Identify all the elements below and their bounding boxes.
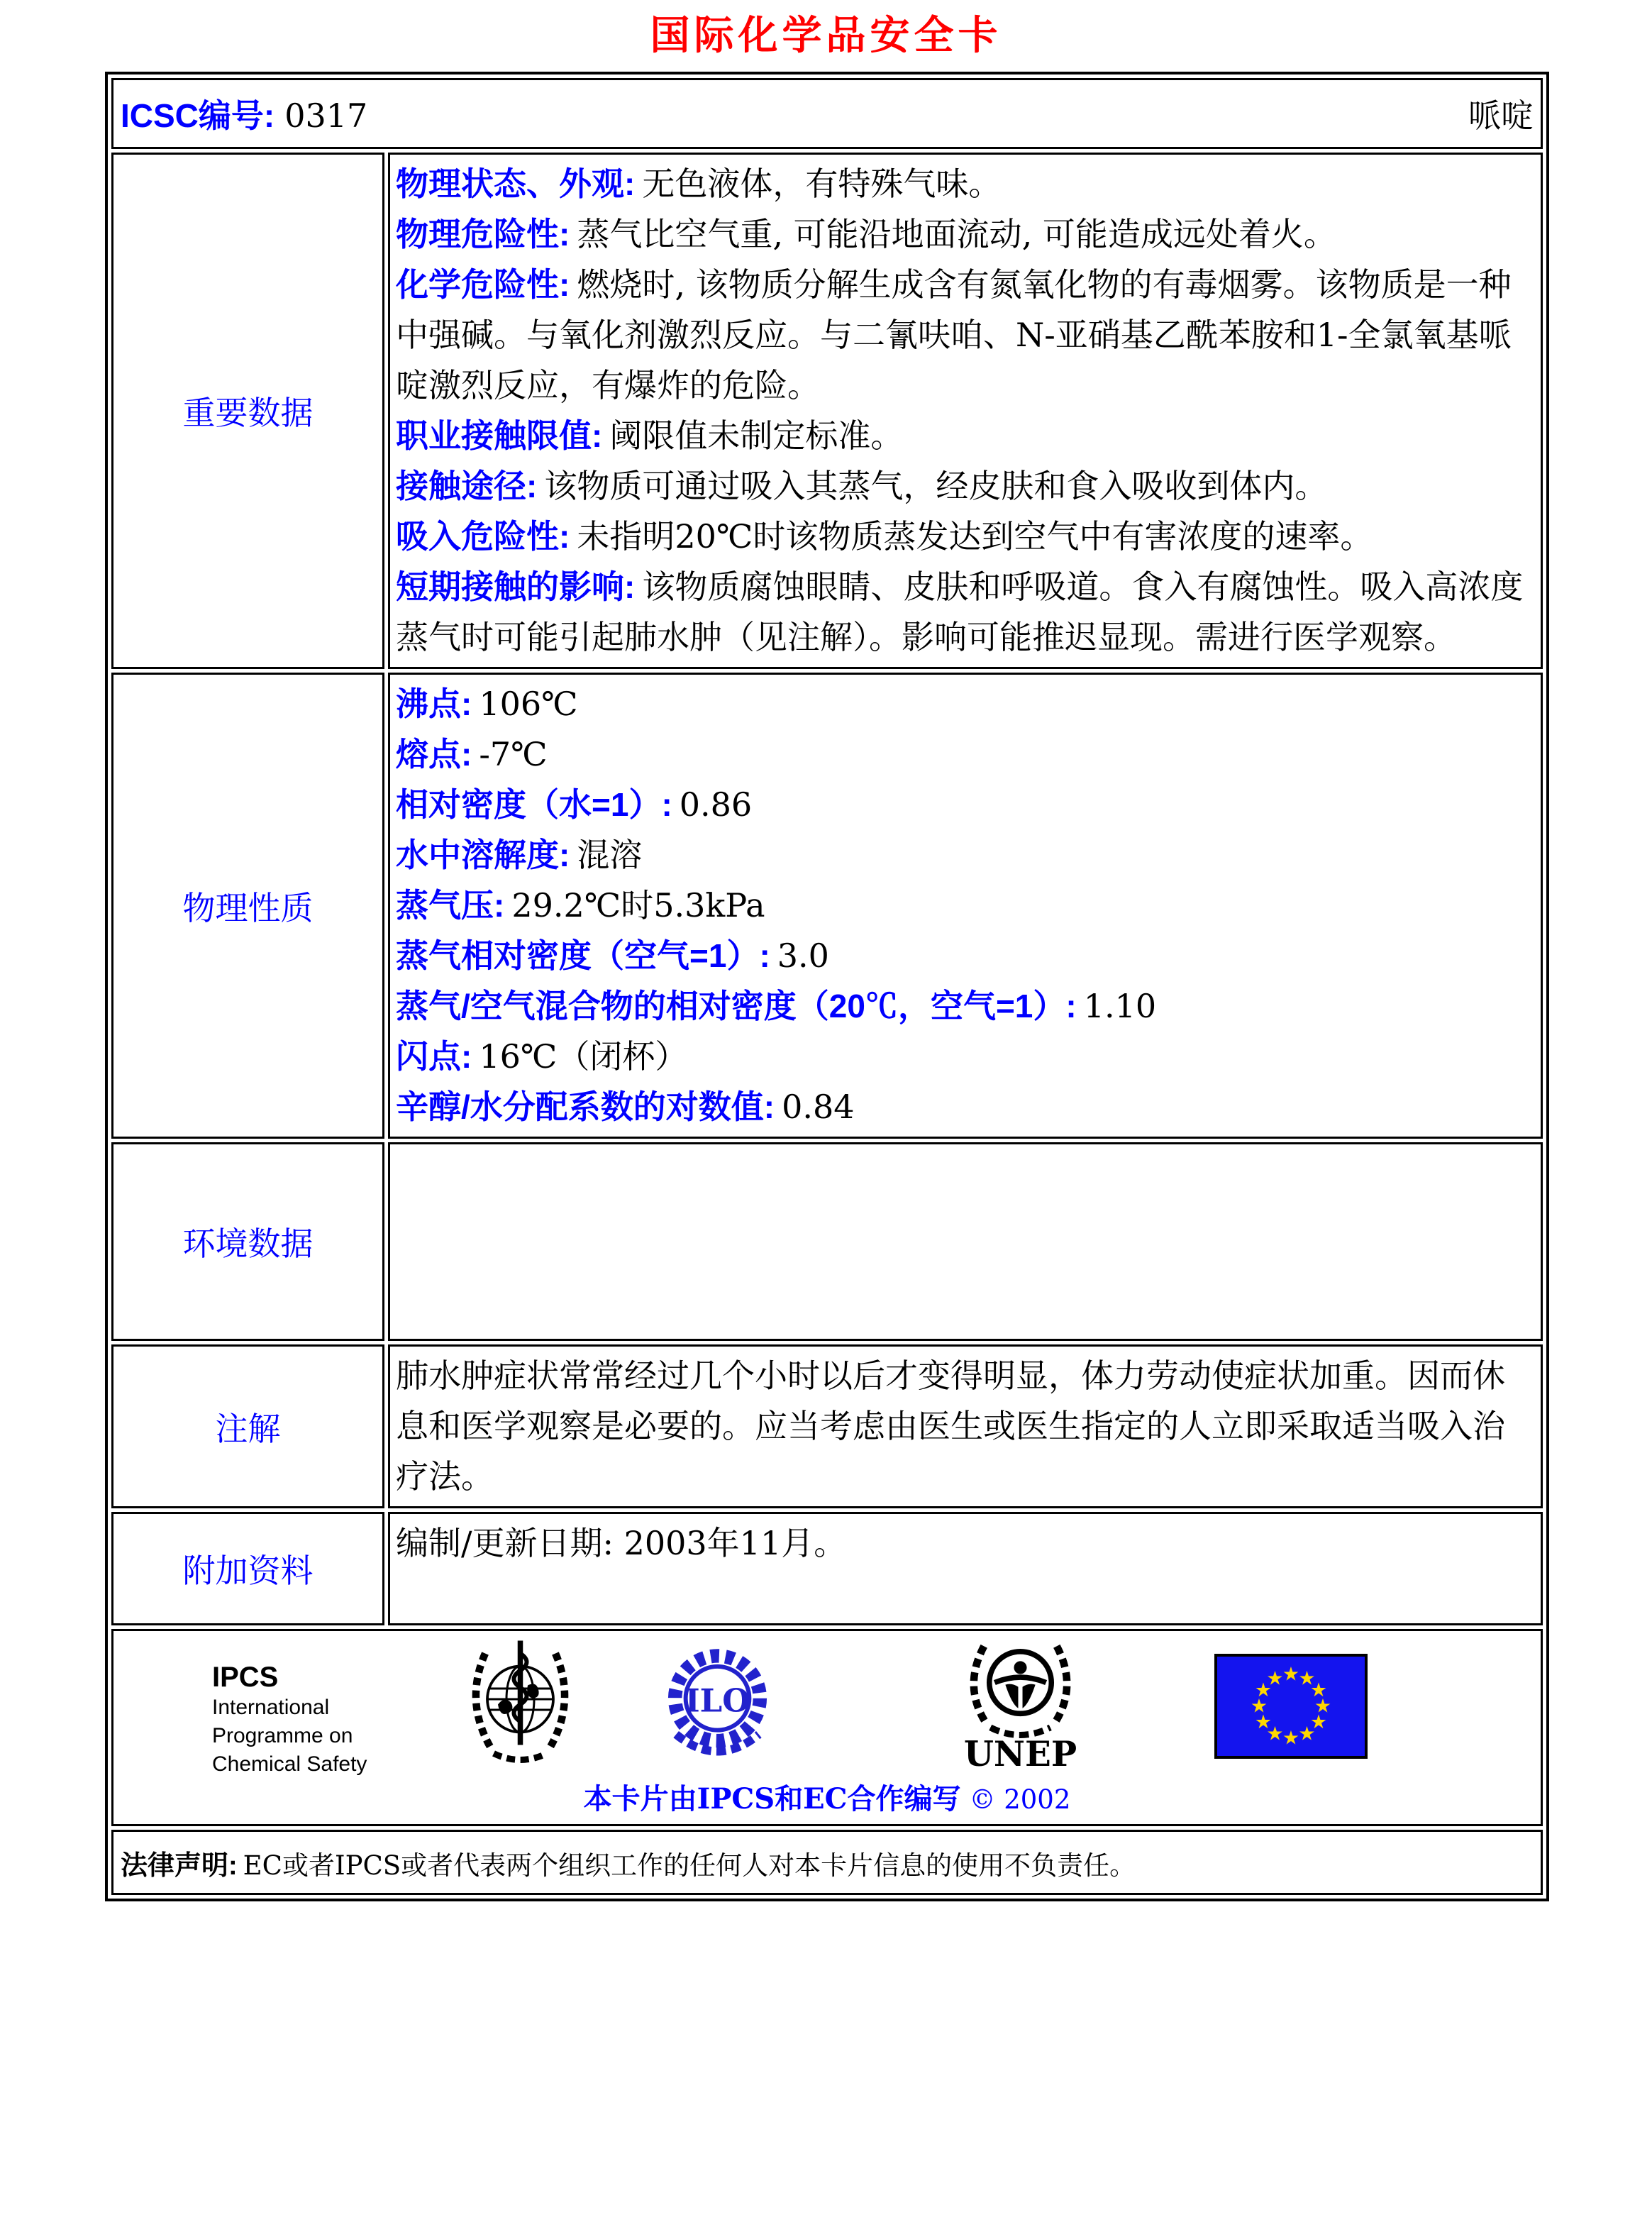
notes-content (388, 1344, 1543, 1508)
environmental-data-content (388, 1142, 1543, 1341)
svg-text:★: ★ (1254, 1711, 1273, 1733)
data-item: 短期接触的影响: 该物质腐蚀眼睛、皮肤和呼吸道。食入有腐蚀性。吸入高浓度蒸气时可能引起肺水肿（见注解）。影响可能推迟显现。需进行医学观察。 (396, 568, 1524, 656)
ipcs-block: IPCS International Programme on Chemical Safety (212, 1662, 367, 1776)
data-item: 化学危险性: 燃烧时, 该物质分解生成含有氮氧化物的有毒烟雾。该物质是一种中强碱。与氧化剂激烈反应。与二氰呋咱、N-亚硝基乙酰苯胺和1-全氯氧基哌啶激烈反应，有爆炸的危险。 (396, 265, 1512, 404)
property-item: 蒸气相对密度（空气=1）: 3.0 (396, 937, 829, 975)
section-label-physical-properties: 物理性质 (111, 673, 384, 1139)
property-item: 辛醇/水分配系数的对数值: 0.84 (396, 1088, 855, 1126)
legal-label: 法律声明: (121, 1850, 238, 1881)
important-data-row (111, 153, 1543, 669)
data-item: 物理危险性: 蒸气比空气重, 可能沿地面流动, 可能造成远处着火。 (396, 215, 1336, 253)
additional-info-content (388, 1512, 1543, 1625)
svg-text:★: ★ (1309, 1679, 1328, 1701)
data-item: 物理状态、外观: 无色液体，有特殊气味。 (396, 165, 1002, 203)
svg-text:★: ★ (1266, 1723, 1284, 1745)
section-label-additional-info: 附加资料 (111, 1512, 384, 1625)
important-data-content (388, 153, 1543, 669)
additional-info-text: 编制/更新日期: 2003年11月。 (396, 1524, 847, 1562)
property-item: 相对密度（水=1）: 0.86 (396, 785, 753, 824)
property-item: 蒸气/空气混合物的相对密度（20℃，空气=1）: 1.10 (396, 987, 1157, 1025)
data-item: 职业接触限值: 阈限值未制定标准。 (396, 416, 904, 455)
additional-info-row (111, 1512, 1543, 1625)
physical-properties-content (388, 673, 1543, 1139)
svg-text:★: ★ (1298, 1667, 1316, 1690)
physical-properties-row (111, 673, 1543, 1139)
environmental-data-row (111, 1142, 1543, 1341)
svg-text:★: ★ (1254, 1679, 1273, 1701)
section-label-notes: 注解 (111, 1344, 384, 1508)
svg-text:ILO: ILO (684, 1681, 750, 1720)
svg-text:★: ★ (1282, 1727, 1300, 1750)
icsc-card-page (0, 4, 1652, 2232)
section-label-important-data: 重要数据 (111, 153, 384, 669)
section-label-environmental-data: 环境数据 (111, 1142, 384, 1341)
credit-line (113, 1777, 1541, 1817)
icsc-number-label: ICSC编号: (121, 97, 275, 134)
property-item: 水中溶解度: 混溶 (396, 836, 643, 874)
notes-text: 肺水肿症状常常经过几个小时以后才变得明显，体力劳动使症状加重。因而休息和医学观察是必要的。应当考虑由医生或医生指定的人立即采取适当吸入治疗法。 (396, 1357, 1505, 1496)
svg-text:★: ★ (1298, 1723, 1316, 1745)
credit-text: 本卡片由IPCS和EC合作编写 (583, 1782, 961, 1816)
ilo-logo-icon (659, 1645, 776, 1772)
ipcs-acronym: IPCS (212, 1662, 279, 1693)
notes-row (111, 1344, 1543, 1508)
eu-flag-icon (1214, 1654, 1368, 1762)
svg-text:★: ★ (1282, 1663, 1300, 1686)
icsc-number-value: 0317 (284, 96, 368, 135)
data-item: 吸入危险性: 未指明20℃时该物质蒸发达到空气中有害浓度的速率。 (396, 517, 1373, 556)
who-logo-icon (462, 1638, 579, 1776)
svg-text:★: ★ (1266, 1667, 1284, 1690)
legal-text: EC或者IPCS或者代表两个组织工作的任何人对本卡片信息的使用不负责任。 (243, 1850, 1136, 1881)
page-title: 国际化学品安全卡 (650, 12, 1002, 59)
chemical-name: 哌啶 (1468, 96, 1534, 135)
unep-logo-icon (958, 1635, 1082, 1777)
property-item: 沸点: 106℃ (396, 685, 578, 723)
header-row (111, 78, 1543, 149)
property-item: 蒸气压: 29.2℃时5.3kPa (396, 886, 765, 924)
copyright-text: © 2002 (969, 1784, 1071, 1815)
legal-row (111, 1830, 1543, 1895)
logos-row (111, 1629, 1543, 1826)
svg-text:★: ★ (1309, 1711, 1328, 1733)
property-item: 熔点: -7℃ (396, 735, 548, 773)
property-item: 闪点: 16℃（闭杯） (396, 1037, 688, 1076)
data-item: 接触途径: 该物质可通过吸入其蒸气，经皮肤和食入吸收到体内。 (396, 467, 1328, 505)
unep-logo-text: UNEP (963, 1735, 1077, 1774)
icsc-card-table (105, 72, 1549, 1901)
svg-text:★: ★ (1314, 1695, 1332, 1718)
svg-text:★: ★ (1250, 1695, 1268, 1718)
